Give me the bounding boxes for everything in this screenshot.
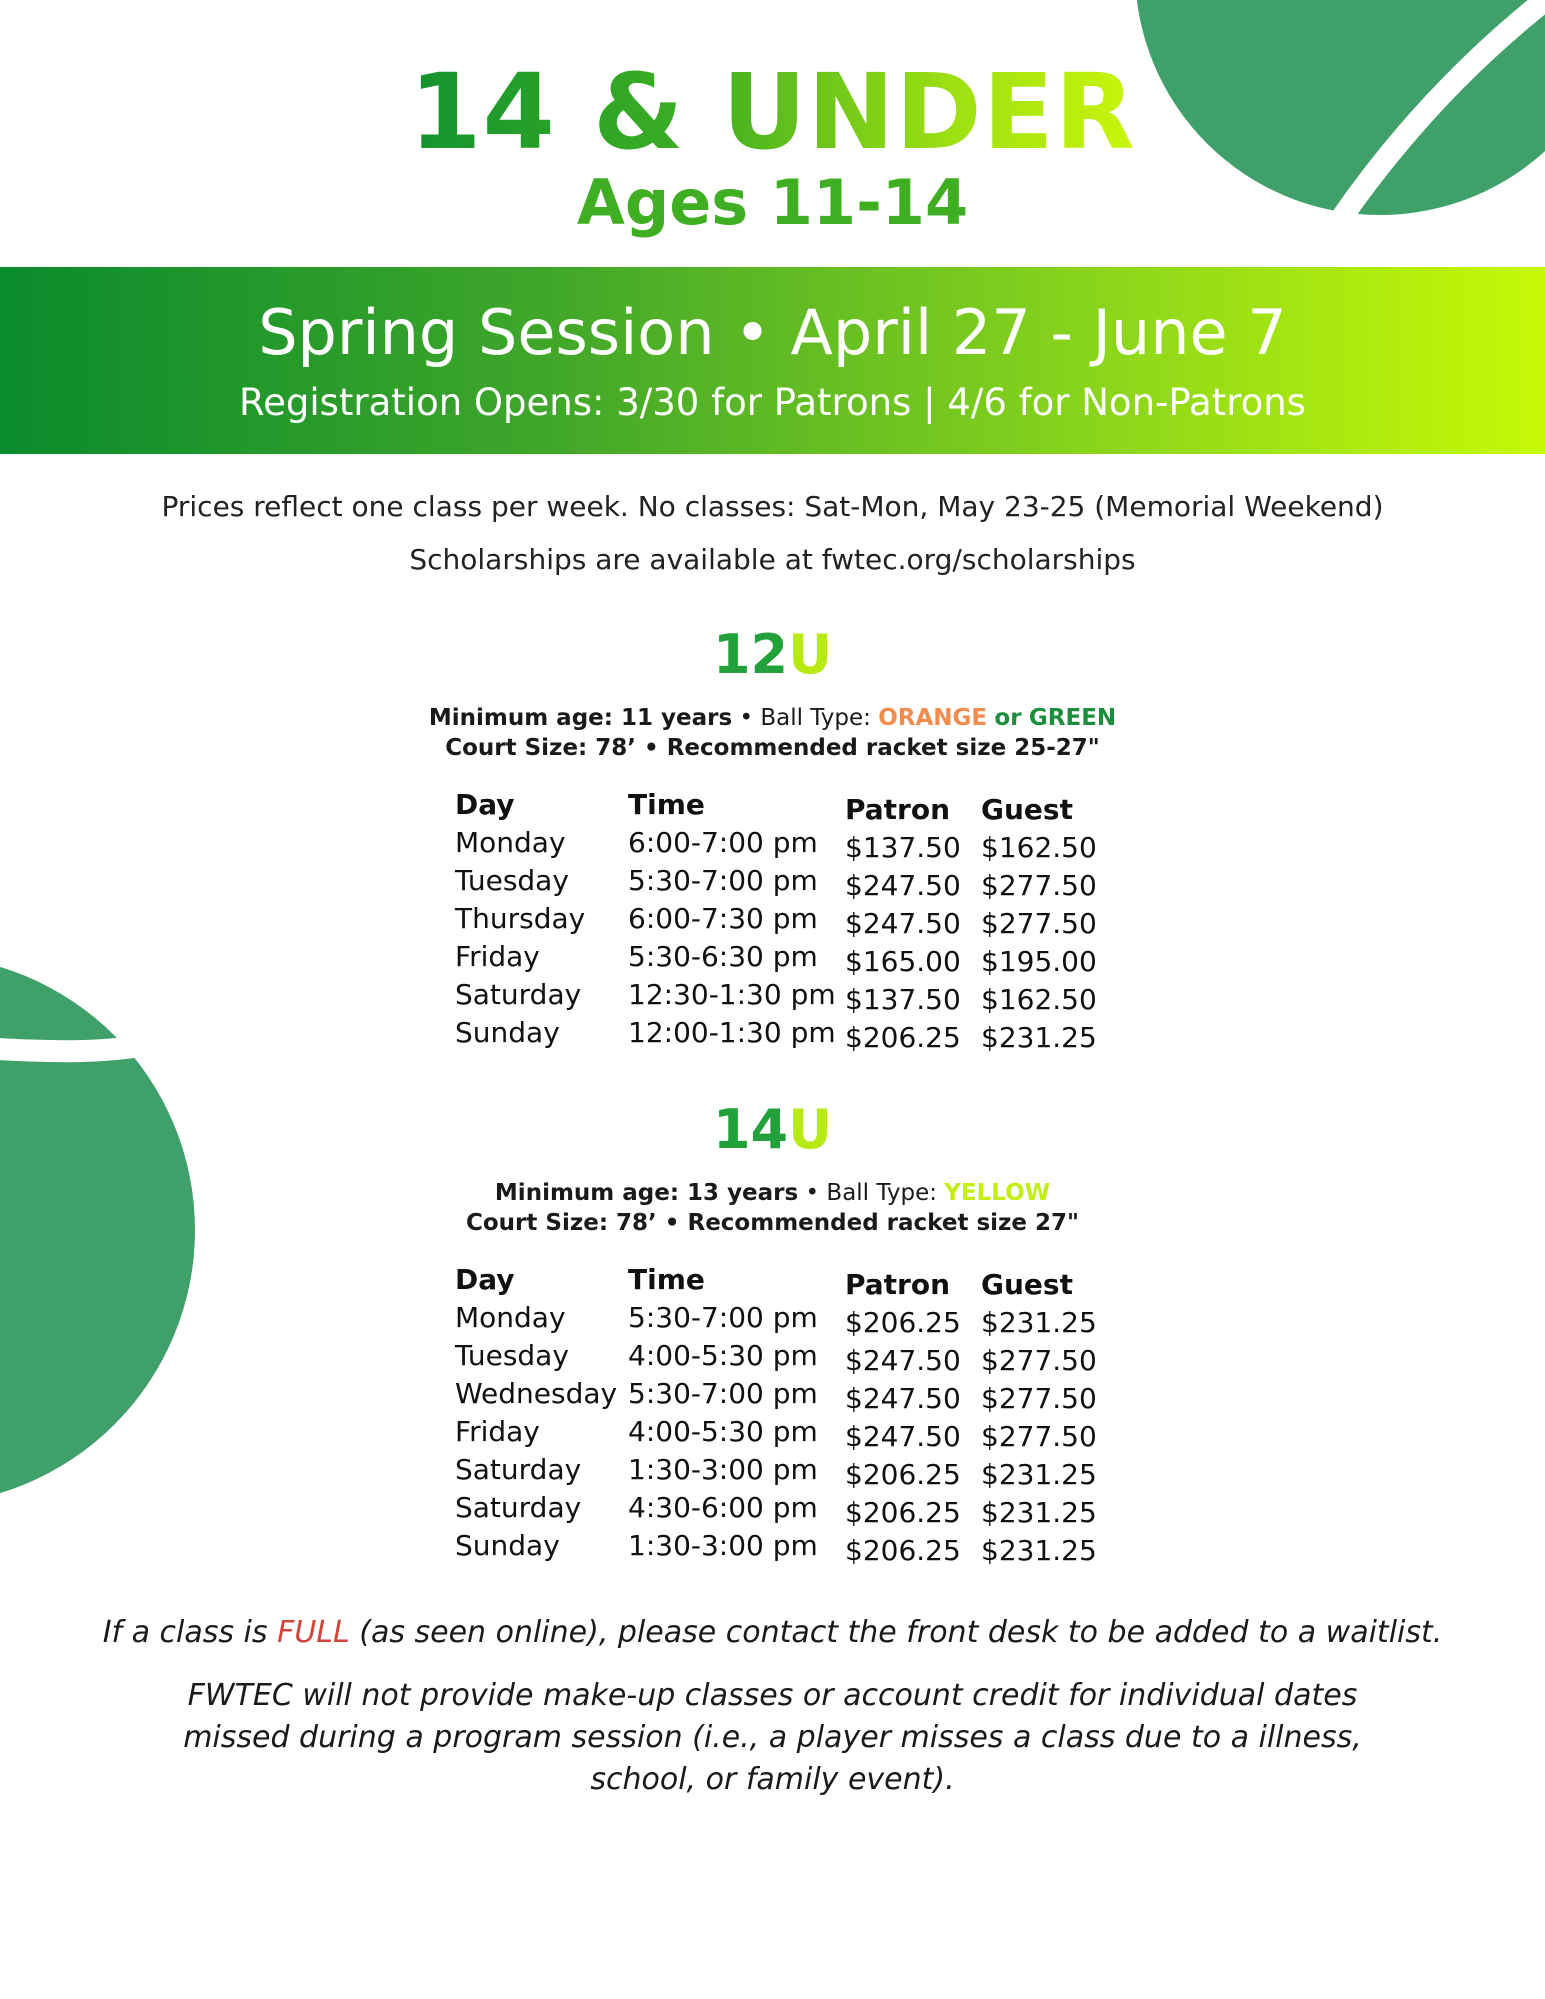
cell-patron: $247.50 xyxy=(845,1420,961,1453)
cell-day: Monday xyxy=(455,826,566,859)
cell-day: Thursday xyxy=(455,902,586,935)
table-header xyxy=(455,1263,1115,1301)
header-day: Day xyxy=(455,788,515,821)
cell-day: Tuesday xyxy=(455,1339,569,1372)
age-range-subtitle: Ages 11-14 xyxy=(576,166,969,239)
cell-day: Friday xyxy=(455,940,540,973)
section-14u-court: Court Size: 78’ • Recommended racket size 27" xyxy=(465,1210,1079,1236)
section-12u-requirements: Minimum age: 11 years • Ball Type: ORANGE or GREEN xyxy=(428,705,1117,731)
cell-patron: $137.50 xyxy=(845,831,961,864)
cell-guest: $162.50 xyxy=(981,983,1097,1016)
cell-time: 4:00-5:30 pm xyxy=(628,1339,818,1372)
table-row xyxy=(455,864,1115,902)
table-row xyxy=(455,1453,1115,1491)
header-guest: Guest xyxy=(981,1268,1073,1301)
cell-time: 5:30-7:00 pm xyxy=(628,1377,818,1410)
header-guest: Guest xyxy=(981,793,1073,826)
table-row xyxy=(455,902,1115,940)
cell-patron: $206.25 xyxy=(845,1534,961,1567)
cell-guest: $277.50 xyxy=(981,1382,1097,1415)
waitlist-note: If a class is FULL (as seen online), please contact the front desk to be added to a waitlist. xyxy=(102,1615,1443,1650)
cell-guest: $231.25 xyxy=(981,1306,1097,1339)
cell-time: 5:30-6:30 pm xyxy=(628,940,818,973)
policy-note-line-3: school, or family event). xyxy=(590,1762,955,1797)
table-row xyxy=(455,1377,1115,1415)
table-header xyxy=(455,788,1115,826)
cell-time: 1:30-3:00 pm xyxy=(628,1529,818,1562)
cell-patron: $247.50 xyxy=(845,907,961,940)
scholarship-note: Scholarships are available at fwtec.org/scholarships xyxy=(409,543,1136,576)
schedule-table-12u xyxy=(455,788,1115,1054)
cell-patron: $247.50 xyxy=(845,1382,961,1415)
cell-guest: $195.00 xyxy=(981,945,1097,978)
registration-dates: Registration Opens: 3/30 for Patrons | 4/6 for Non-Patrons xyxy=(239,381,1306,424)
cell-time: 1:30-3:00 pm xyxy=(628,1453,818,1486)
header-time: Time xyxy=(628,788,705,821)
cell-time: 4:30-6:00 pm xyxy=(628,1491,818,1524)
page-title: 14 & UNDER xyxy=(409,51,1136,173)
header-patron: Patron xyxy=(845,1268,951,1301)
table-row xyxy=(455,1339,1115,1377)
header-time: Time xyxy=(628,1263,705,1296)
cell-patron: $206.25 xyxy=(845,1458,961,1491)
session-banner xyxy=(0,267,1545,454)
cell-guest: $162.50 xyxy=(981,831,1097,864)
cell-time: 12:30-1:30 pm xyxy=(628,978,836,1011)
cell-patron: $206.25 xyxy=(845,1496,961,1529)
cell-guest: $277.50 xyxy=(981,1420,1097,1453)
cell-time: 4:00-5:30 pm xyxy=(628,1415,818,1448)
section-title-12u: 12U xyxy=(712,623,832,686)
header-day: Day xyxy=(455,1263,515,1296)
cell-time: 6:00-7:30 pm xyxy=(628,902,818,935)
cell-time: 6:00-7:00 pm xyxy=(628,826,818,859)
cell-time: 12:00-1:30 pm xyxy=(628,1016,836,1049)
table-row xyxy=(455,978,1115,1016)
cell-patron: $206.25 xyxy=(845,1021,961,1054)
cell-guest: $231.25 xyxy=(981,1534,1097,1567)
policy-note-line-1: FWTEC will not provide make-up classes or account credit for individual dates xyxy=(187,1678,1358,1713)
cell-patron: $206.25 xyxy=(845,1306,961,1339)
section-12u-court: Court Size: 78’ • Recommended racket size 25-27" xyxy=(445,735,1100,761)
cell-day: Sunday xyxy=(455,1016,560,1049)
cell-day: Wednesday xyxy=(455,1377,618,1410)
section-14u-requirements: Minimum age: 13 years • Ball Type: YELLOW xyxy=(494,1180,1051,1206)
table-row xyxy=(455,1415,1115,1453)
cell-day: Monday xyxy=(455,1301,566,1334)
header-patron: Patron xyxy=(845,793,951,826)
cell-guest: $277.50 xyxy=(981,869,1097,902)
table-row xyxy=(455,826,1115,864)
cell-patron: $247.50 xyxy=(845,1344,961,1377)
cell-day: Friday xyxy=(455,1415,540,1448)
pricing-note: Prices reflect one class per week. No classes: Sat-Mon, May 23-25 (Memorial Weekend) xyxy=(161,490,1384,523)
table-row xyxy=(455,1529,1115,1567)
cell-day: Tuesday xyxy=(455,864,569,897)
cell-day: Saturday xyxy=(455,978,582,1011)
cell-time: 5:30-7:00 pm xyxy=(628,864,818,897)
cell-day: Saturday xyxy=(455,1491,582,1524)
cell-guest: $277.50 xyxy=(981,907,1097,940)
cell-patron: $137.50 xyxy=(845,983,961,1016)
cell-guest: $277.50 xyxy=(981,1344,1097,1377)
cell-guest: $231.25 xyxy=(981,1496,1097,1529)
table-row xyxy=(455,1016,1115,1054)
policy-note-line-2: missed during a program session (i.e., a player misses a class due to a illness, xyxy=(183,1720,1362,1755)
section-title-14u: 14U xyxy=(712,1098,832,1161)
cell-patron: $165.00 xyxy=(845,945,961,978)
cell-guest: $231.25 xyxy=(981,1458,1097,1491)
schedule-table-14u xyxy=(455,1263,1115,1567)
table-row xyxy=(455,1301,1115,1339)
cell-day: Saturday xyxy=(455,1453,582,1486)
cell-guest: $231.25 xyxy=(981,1021,1097,1054)
cell-time: 5:30-7:00 pm xyxy=(628,1301,818,1334)
table-row xyxy=(455,1491,1115,1529)
table-row xyxy=(455,940,1115,978)
session-dates: Spring Session • April 27 - June 7 xyxy=(258,296,1287,369)
cell-day: Sunday xyxy=(455,1529,560,1562)
cell-patron: $247.50 xyxy=(845,869,961,902)
